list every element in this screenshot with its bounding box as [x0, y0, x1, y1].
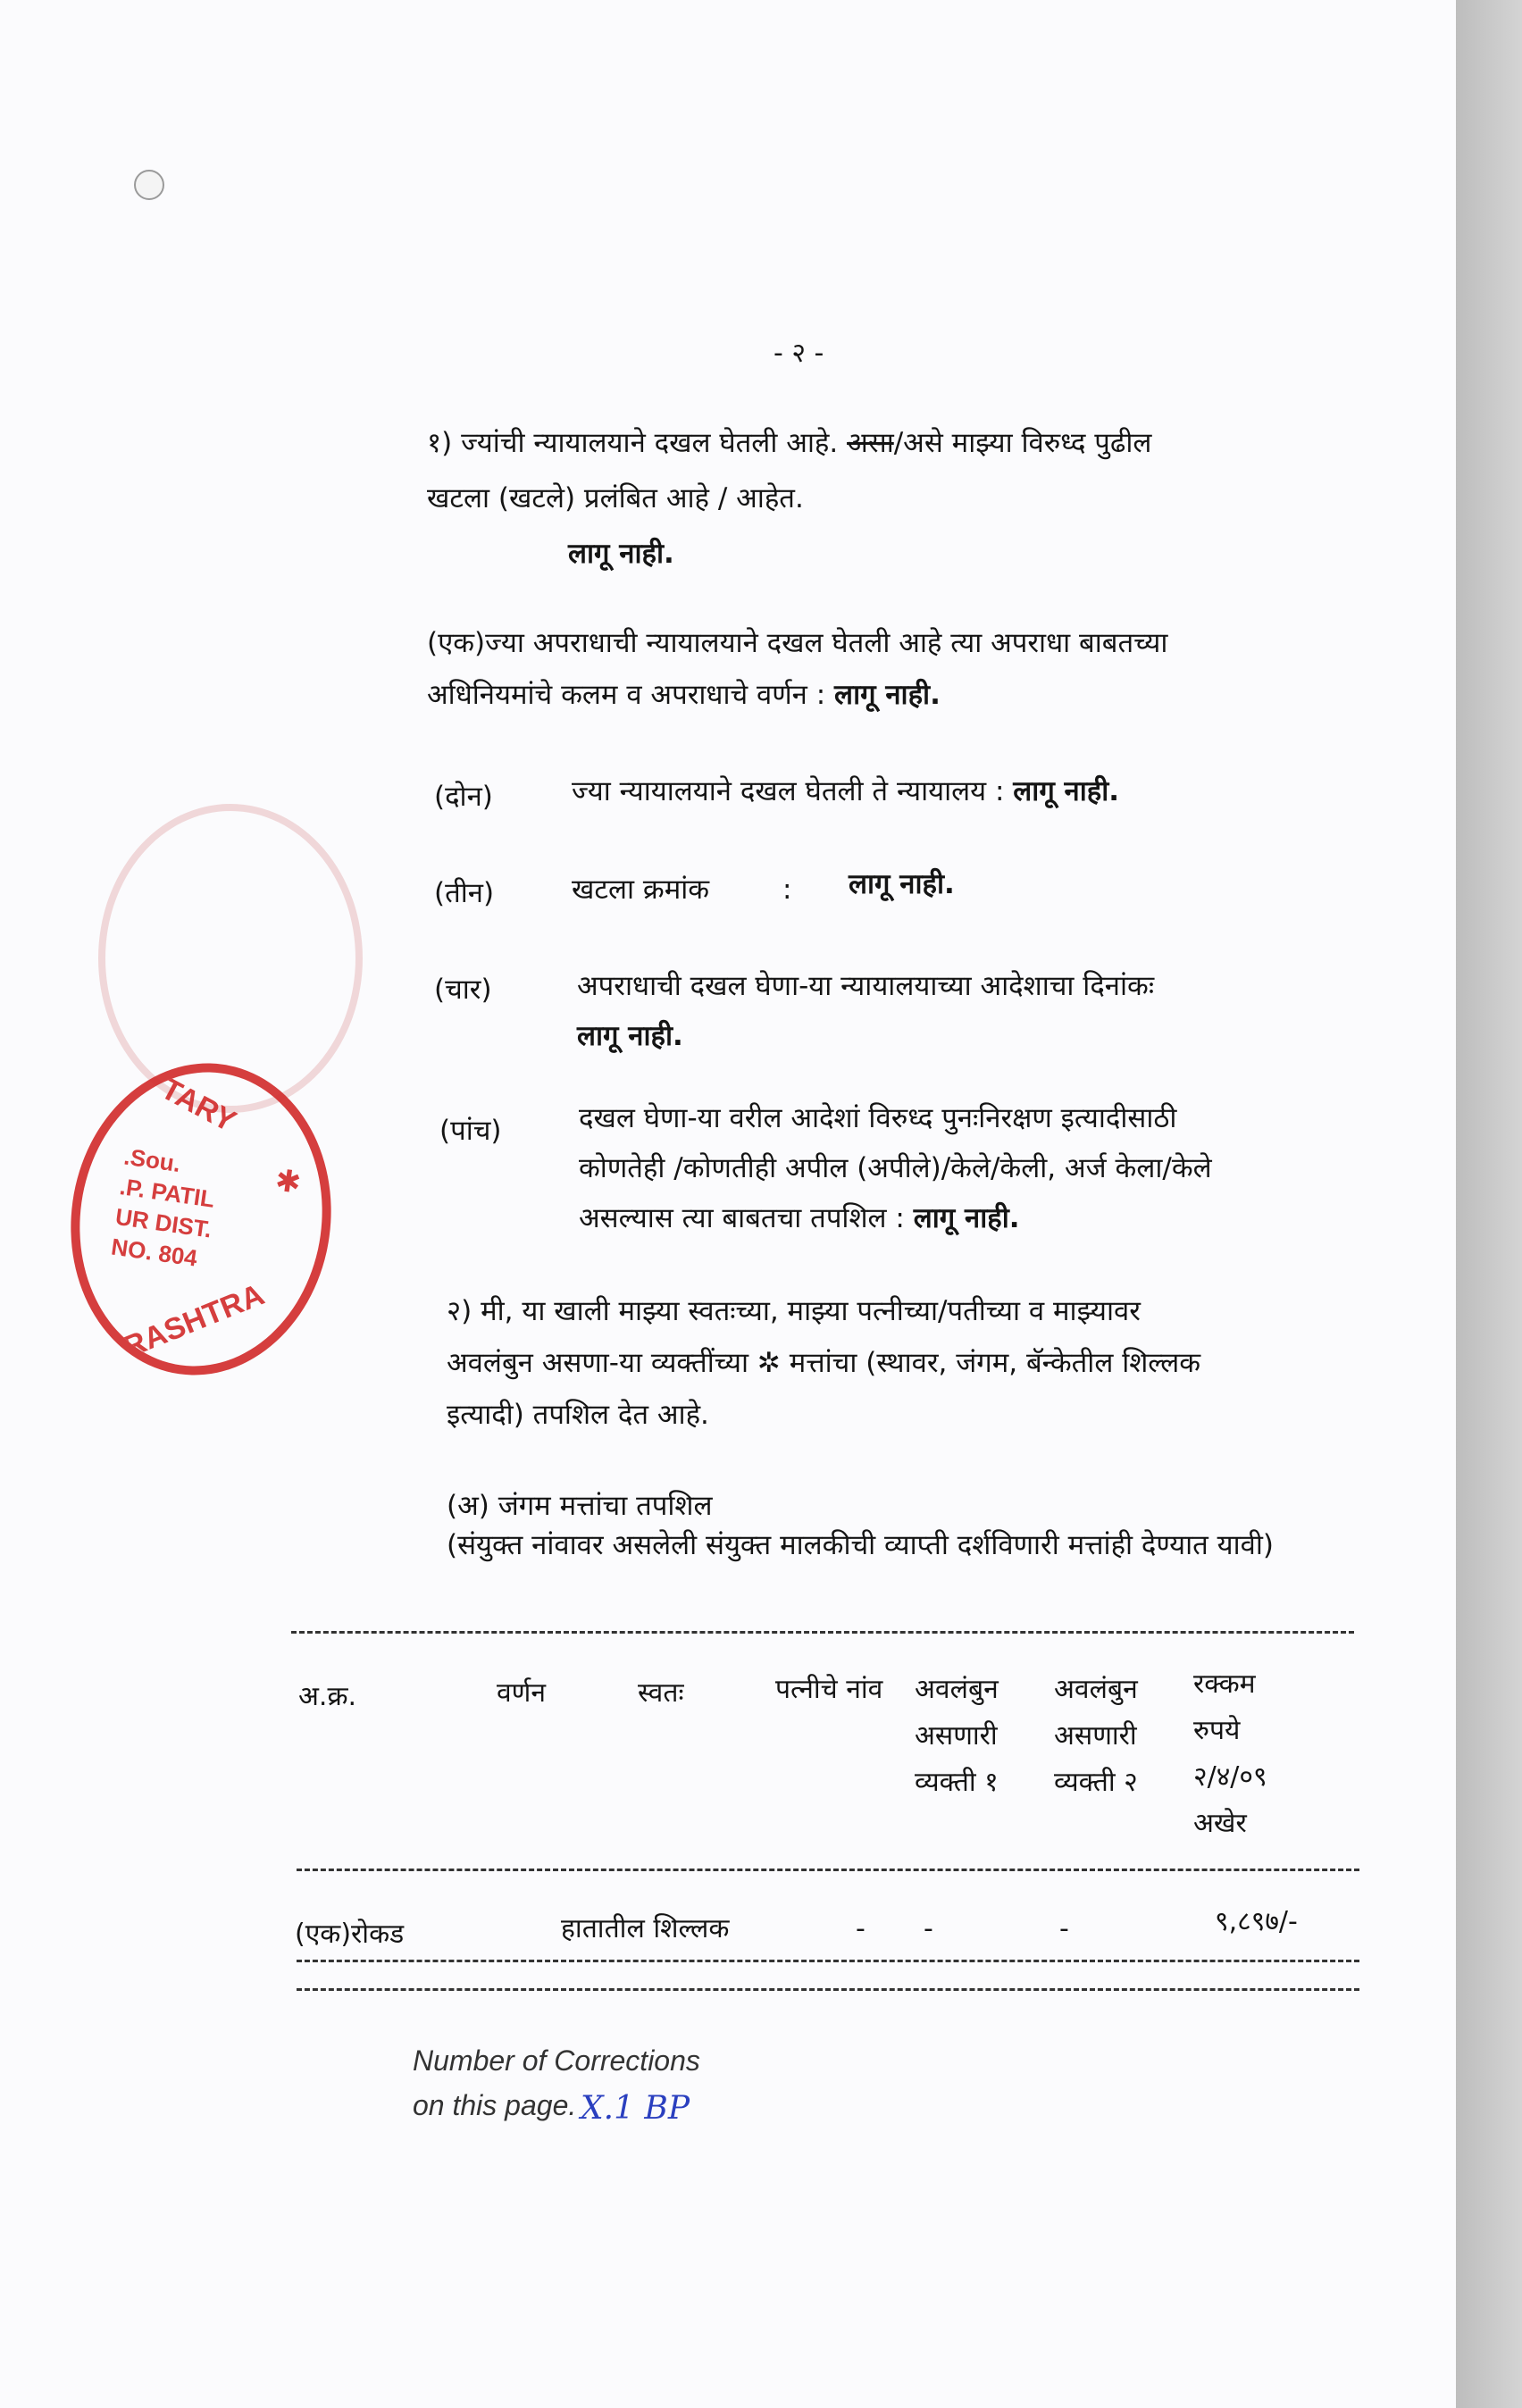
header-line: व्यक्ती १ [915, 1767, 999, 1798]
para2-line1: २) मी, या खाली माझ्या स्वतःच्या, माझ्या पत्नीच्या/पतीच्या व माझ्यावर [447, 1295, 1141, 1327]
teen-label: (तीन) [434, 877, 495, 909]
table-bottom-rule [297, 1988, 1359, 1991]
stamp-top-text: TARY [155, 1071, 242, 1140]
panch-text: असल्यास त्या बाबतचा तपशिल : [579, 1202, 914, 1234]
corrections-page-label: on this page. [413, 2089, 577, 2121]
table-row-amount: ९,८९७/- [1215, 1906, 1298, 1937]
punch-hole [134, 170, 164, 200]
don-label: (दोन) [434, 781, 493, 813]
stamp-line: .P. PATIL [118, 1173, 217, 1213]
col-header-description: वर्णन [497, 1677, 547, 1709]
corrections-label: Number of Corrections [413, 2044, 700, 2077]
header-line: अवलंबुन [915, 1674, 999, 1705]
header-line: व्यक्ती २ [1054, 1767, 1138, 1798]
panch-label: (पांच) [439, 1115, 502, 1147]
section-a-title: (अ) जंगम मत्तांचा तपशिल [447, 1490, 713, 1522]
section-a-note: (संयुक्त नांवावर असलेली संयुक्त मालकीची व्याप्ती दर्शविणारी मत्तांही देण्यात यावी) [447, 1529, 1275, 1561]
table-top-rule [291, 1631, 1354, 1634]
stamp-line: UR DIST. [113, 1202, 213, 1243]
panch-line3 [579, 1200, 1020, 1236]
teen-colon: : [782, 874, 792, 906]
don-line [572, 773, 1119, 809]
para2-line3: इत्यादी) तपशिल देत आहे. [447, 1399, 709, 1431]
don-text: ज्या न्यायालयाने दखल घेतली ते न्यायालय : [572, 775, 1014, 807]
ek-not-applicable: लागू नाही. [834, 679, 941, 711]
don-not-applicable: लागू नाही. [1013, 775, 1120, 807]
stamp-line: .Sou. [121, 1142, 183, 1178]
para1-not-applicable: लागू नाही. [568, 538, 674, 570]
panch-not-applicable: लागू नाही. [913, 1202, 1020, 1234]
struck-word: असा [847, 427, 894, 459]
ek-text: अधिनियमांचे कलम व अपराधाचे वर्णन : [427, 679, 835, 711]
header-line: अखेर [1193, 1808, 1247, 1839]
teen-not-applicable: लागू नाही. [849, 868, 955, 900]
ek-line2 [427, 677, 941, 713]
char-label: (चार) [434, 974, 492, 1006]
stamp-star-icon: ✱ [272, 1162, 304, 1201]
header-line: अवलंबुन [1054, 1674, 1138, 1705]
para1-text: १) ज्यांची न्यायालयाने दखल घेतली आहे. [427, 427, 848, 459]
panch-line2: कोणतेही /कोणतीही अपील (अपीले)/केले/केली, अर्ज केला/केले [579, 1152, 1212, 1184]
ek-line1: (एक)ज्या अपराधाची न्यायालयाने दखल घेतली आहे त्या अपराधा बाबतच्या [427, 627, 1168, 659]
stamp-line: NO. 804 [109, 1233, 199, 1272]
panch-line1: दखल घेणा-या वरील आदेशां विरुध्द पुनःनिरक्षण इत्यादीसाठी [579, 1102, 1177, 1134]
col-header-self: स्वतः [638, 1677, 684, 1709]
header-line: रक्कम [1193, 1668, 1256, 1700]
handwritten-initials: X.1 BP [581, 2090, 690, 2127]
stamp-inner-text [109, 1141, 222, 1275]
header-line: २/४/०९ [1193, 1761, 1267, 1793]
col-header-sr: अ.क्र. [298, 1681, 357, 1712]
table-row-rule [297, 1960, 1359, 1962]
para2-line2: अवलंबुन असणा-या व्यक्तींच्या ✲ मत्तांचा (स्थावर, जंगम, बॅन्केतील शिल्लक [447, 1347, 1201, 1379]
col-header-spouse: पत्नीचे नांव [775, 1674, 883, 1705]
col-header-dependent-1 [915, 1667, 999, 1806]
header-line: असणारी [1054, 1720, 1137, 1752]
page-number: - २ - [774, 338, 824, 369]
para1-text-cont: /असे माझ्या विरुध्द पुढील [893, 427, 1152, 459]
header-line: रुपये [1193, 1715, 1241, 1746]
col-header-amount [1193, 1661, 1267, 1847]
table-row-description: हातातील शिल्लक [561, 1913, 730, 1944]
stamp-bottom-text: RASHTRA [118, 1277, 270, 1365]
table-row-self: - [856, 1913, 866, 1944]
table-header-rule [297, 1869, 1359, 1871]
scan-edge [1456, 0, 1522, 2408]
table-row-spouse: - [924, 1913, 933, 1944]
teen-text: खटला क्रमांक [572, 874, 710, 906]
table-row-sr: (एक)रोकड [295, 1919, 405, 1950]
para1-line2: खटला (खटले) प्रलंबित आहे / आहेत. [427, 482, 804, 514]
para1-line1 [427, 425, 1151, 461]
col-header-dependent-2 [1054, 1667, 1138, 1806]
char-text: अपराधाची दखल घेणा-या न्यायालयाच्या आदेशाचा दिनांकः [577, 970, 1155, 1002]
header-line: असणारी [915, 1720, 998, 1752]
char-not-applicable: लागू नाही. [577, 1020, 683, 1052]
red-official-stamp [51, 1047, 351, 1392]
table-row-dependent-1: - [1059, 1913, 1069, 1944]
